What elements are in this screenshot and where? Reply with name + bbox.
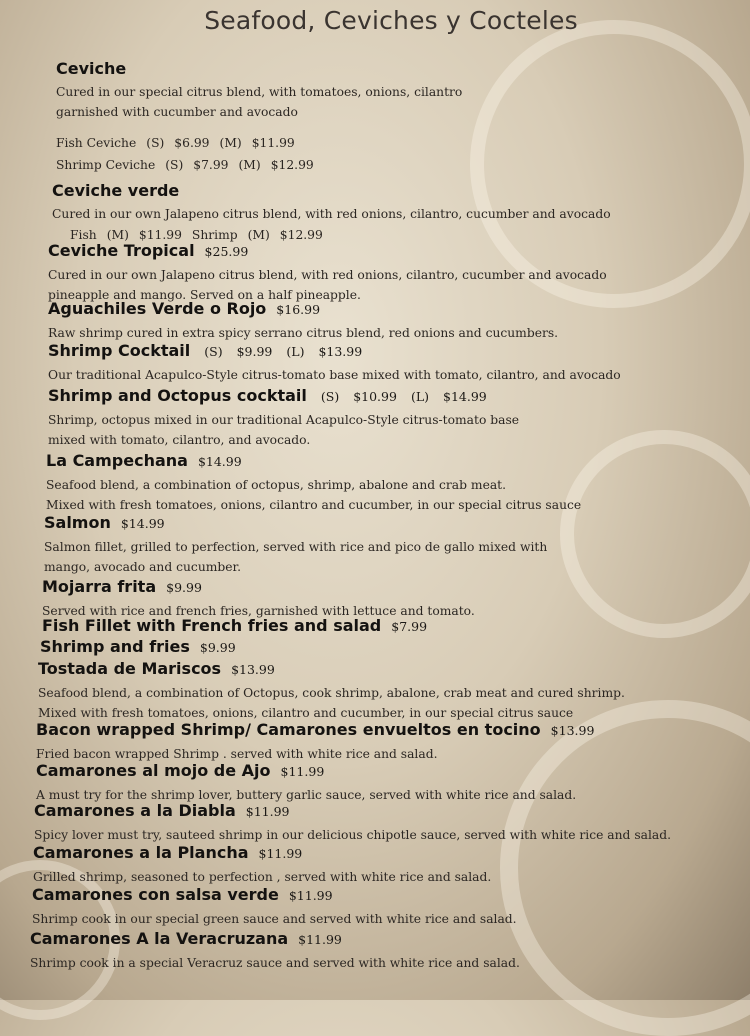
size-price: $14.99 <box>443 389 487 404</box>
item-heading <box>42 576 475 599</box>
menu-item <box>52 180 611 246</box>
item-description: Cured in our special citrus blend, with tomatoes, onions, cilantro <box>56 85 463 99</box>
item-description: Mixed with fresh tomatoes, onions, cilantro and cucumber, in our special citrus sauce <box>46 498 582 512</box>
item-name: Camarones con salsa verde <box>32 885 279 904</box>
item-description: Seafood blend, a combination of octopus, shrimp, abalone and crab meat. <box>46 478 507 492</box>
price-part: $12.99 <box>279 228 323 242</box>
item-name: Camarones A la Veracruzana <box>30 929 289 948</box>
size-price: $13.99 <box>318 344 363 359</box>
item-description: Served with rice and french fries, garnished with lettuce and tomato. <box>42 604 475 618</box>
item-heading <box>33 842 491 865</box>
size-price-line <box>56 132 462 154</box>
price-part: (S) <box>146 136 165 150</box>
item-description: garnished with cucumber and avocado <box>56 105 298 119</box>
item-name: Camarones a la Plancha <box>33 843 249 862</box>
item-heading <box>36 760 576 783</box>
item-description: Cured in our own Jalapeno citrus blend, with red onions, cilantro, cucumber and avocado <box>52 207 611 221</box>
menu-item <box>48 240 607 305</box>
item-heading <box>48 340 621 363</box>
item-price: $11.99 <box>298 932 342 947</box>
size-price: (L) <box>286 344 305 359</box>
size-price: (S) <box>204 344 223 359</box>
item-description: Grilled shrimp, seasoned to perfection , served with white rice and salad. <box>33 870 492 884</box>
menu-item <box>48 385 519 450</box>
item-price: $13.99 <box>231 662 275 677</box>
item-heading <box>46 450 581 473</box>
price-part: (M) <box>247 228 270 242</box>
item-name: Fish Fillet with French fries and salad <box>42 616 382 635</box>
menu-item <box>42 615 427 638</box>
price-part: (M) <box>219 136 242 150</box>
price-part: $7.99 <box>193 158 229 172</box>
item-price: $11.99 <box>280 764 325 779</box>
item-description: Cured in our own Jalapeno citrus blend, with red onions, cilantro, cucumber and avocado <box>48 268 607 282</box>
item-name: Camarones al mojo de Ajo <box>36 761 271 780</box>
item-price: $9.99 <box>199 640 236 655</box>
menu-item <box>44 512 547 577</box>
price-part: $6.99 <box>174 136 210 150</box>
menu-item <box>48 298 558 343</box>
item-name: Tostada de Mariscos <box>38 659 222 678</box>
item-heading <box>56 58 462 80</box>
item-heading <box>44 512 547 535</box>
item-heading <box>30 928 520 951</box>
menu-item <box>33 842 491 887</box>
price-part: Shrimp <box>191 228 238 242</box>
decorative-swirl <box>560 430 750 638</box>
item-heading <box>48 385 519 408</box>
item-price: $13.99 <box>550 723 595 738</box>
item-description: mixed with tomato, cilantro, and avocado. <box>48 433 311 447</box>
item-description: A must try for the shrimp lover, buttery garlic sauce, served with white rice and salad. <box>36 788 577 802</box>
item-description: Salmon fillet, grilled to perfection, served with rice and pico de gallo mixed with <box>44 540 548 554</box>
item-price: $7.99 <box>391 619 428 634</box>
item-description: Spicy lover must try, sauteed shrimp in our delicious chipotle sauce, served with white rice and salad. <box>34 828 672 842</box>
item-heading <box>34 800 671 823</box>
item-name: Shrimp and fries <box>40 637 190 656</box>
item-price: $16.99 <box>276 302 321 317</box>
price-part: (M) <box>238 158 261 172</box>
item-name: Ceviche Tropical <box>48 241 195 260</box>
item-price: $14.99 <box>197 454 242 469</box>
item-heading <box>38 658 625 681</box>
item-description: Shrimp cook in our special green sauce and served with white rice and salad. <box>32 912 517 926</box>
menu-item <box>30 928 520 973</box>
item-price: $9.99 <box>166 580 202 595</box>
size-price: (S) <box>320 389 340 404</box>
item-heading <box>52 180 611 202</box>
item-price: $14.99 <box>120 516 165 531</box>
menu-item <box>38 658 625 723</box>
price-part: Shrimp Ceviche <box>56 158 156 172</box>
item-name: Camarones a la Diabla <box>34 801 236 820</box>
item-name: Shrimp Cocktail <box>48 341 191 360</box>
item-heading <box>48 240 607 263</box>
item-description: pineapple and mango. Served on a half pineapple. <box>48 288 361 302</box>
menu-item <box>56 58 462 176</box>
page-title: Seafood, Ceviches y Cocteles <box>204 6 578 35</box>
item-description: Fried bacon wrapped Shrimp . served with white rice and salad. <box>36 747 438 761</box>
item-size-prices <box>204 344 376 359</box>
size-price: $9.99 <box>236 344 273 359</box>
menu-item <box>48 340 621 385</box>
item-description: Our traditional Acapulco-Style citrus-tomato base mixed with tomato, cilantro, and avocado <box>48 368 621 382</box>
item-heading <box>42 615 427 638</box>
item-description: Raw shrimp cured in extra spicy serrano citrus blend, red onions and cucumbers. <box>48 326 559 340</box>
item-name: Salmon <box>44 513 111 532</box>
price-part: (S) <box>165 158 184 172</box>
price-part: $11.99 <box>138 228 182 242</box>
menu-item <box>40 636 236 659</box>
item-price: $25.99 <box>204 244 249 259</box>
item-name: Aguachiles Verde o Rojo <box>48 299 267 318</box>
item-name: La Campechana <box>46 451 188 470</box>
item-name: Ceviche <box>56 59 127 78</box>
item-name: Shrimp and Octopus cocktail <box>48 386 307 405</box>
item-description: Seafood blend, a combination of Octopus, cook shrimp, abalone, crab meat and cured shrimp. <box>38 686 625 700</box>
size-price: (L) <box>410 389 430 404</box>
price-part: Fish Ceviche <box>56 136 137 150</box>
item-name: Mojarra frita <box>42 577 157 596</box>
item-heading <box>40 636 236 659</box>
item-heading <box>32 884 517 907</box>
price-part: Fish <box>70 228 97 242</box>
item-name: Ceviche verde <box>52 181 180 200</box>
price-part: $12.99 <box>270 158 314 172</box>
menu-item <box>36 719 594 764</box>
item-name: Bacon wrapped Shrimp/ Camarones envueltos en tocino <box>36 720 541 739</box>
menu-item <box>36 760 576 805</box>
item-price: $11.99 <box>258 846 303 861</box>
menu-item <box>46 450 581 515</box>
item-price: $11.99 <box>288 888 333 903</box>
menu-item <box>32 884 517 929</box>
item-description: Shrimp cook in a special Veracruz sauce and served with white rice and salad. <box>30 956 520 970</box>
item-description: mango, avocado and cucumber. <box>44 560 241 574</box>
item-description: Mixed with fresh tomatoes, onions, cilantro and cucumber, in our special citrus sauce <box>38 706 574 720</box>
item-heading <box>36 719 594 742</box>
menu-item <box>34 800 671 845</box>
item-description: Shrimp, octopus mixed in our traditional Acapulco-Style citrus-tomato base <box>48 413 520 427</box>
size-price: $10.99 <box>353 389 397 404</box>
item-price: $11.99 <box>245 804 290 819</box>
item-size-prices <box>321 389 501 404</box>
item-heading <box>48 298 558 321</box>
price-part: $11.99 <box>251 136 295 150</box>
price-part: (M) <box>106 228 129 242</box>
size-price-line <box>56 154 462 176</box>
